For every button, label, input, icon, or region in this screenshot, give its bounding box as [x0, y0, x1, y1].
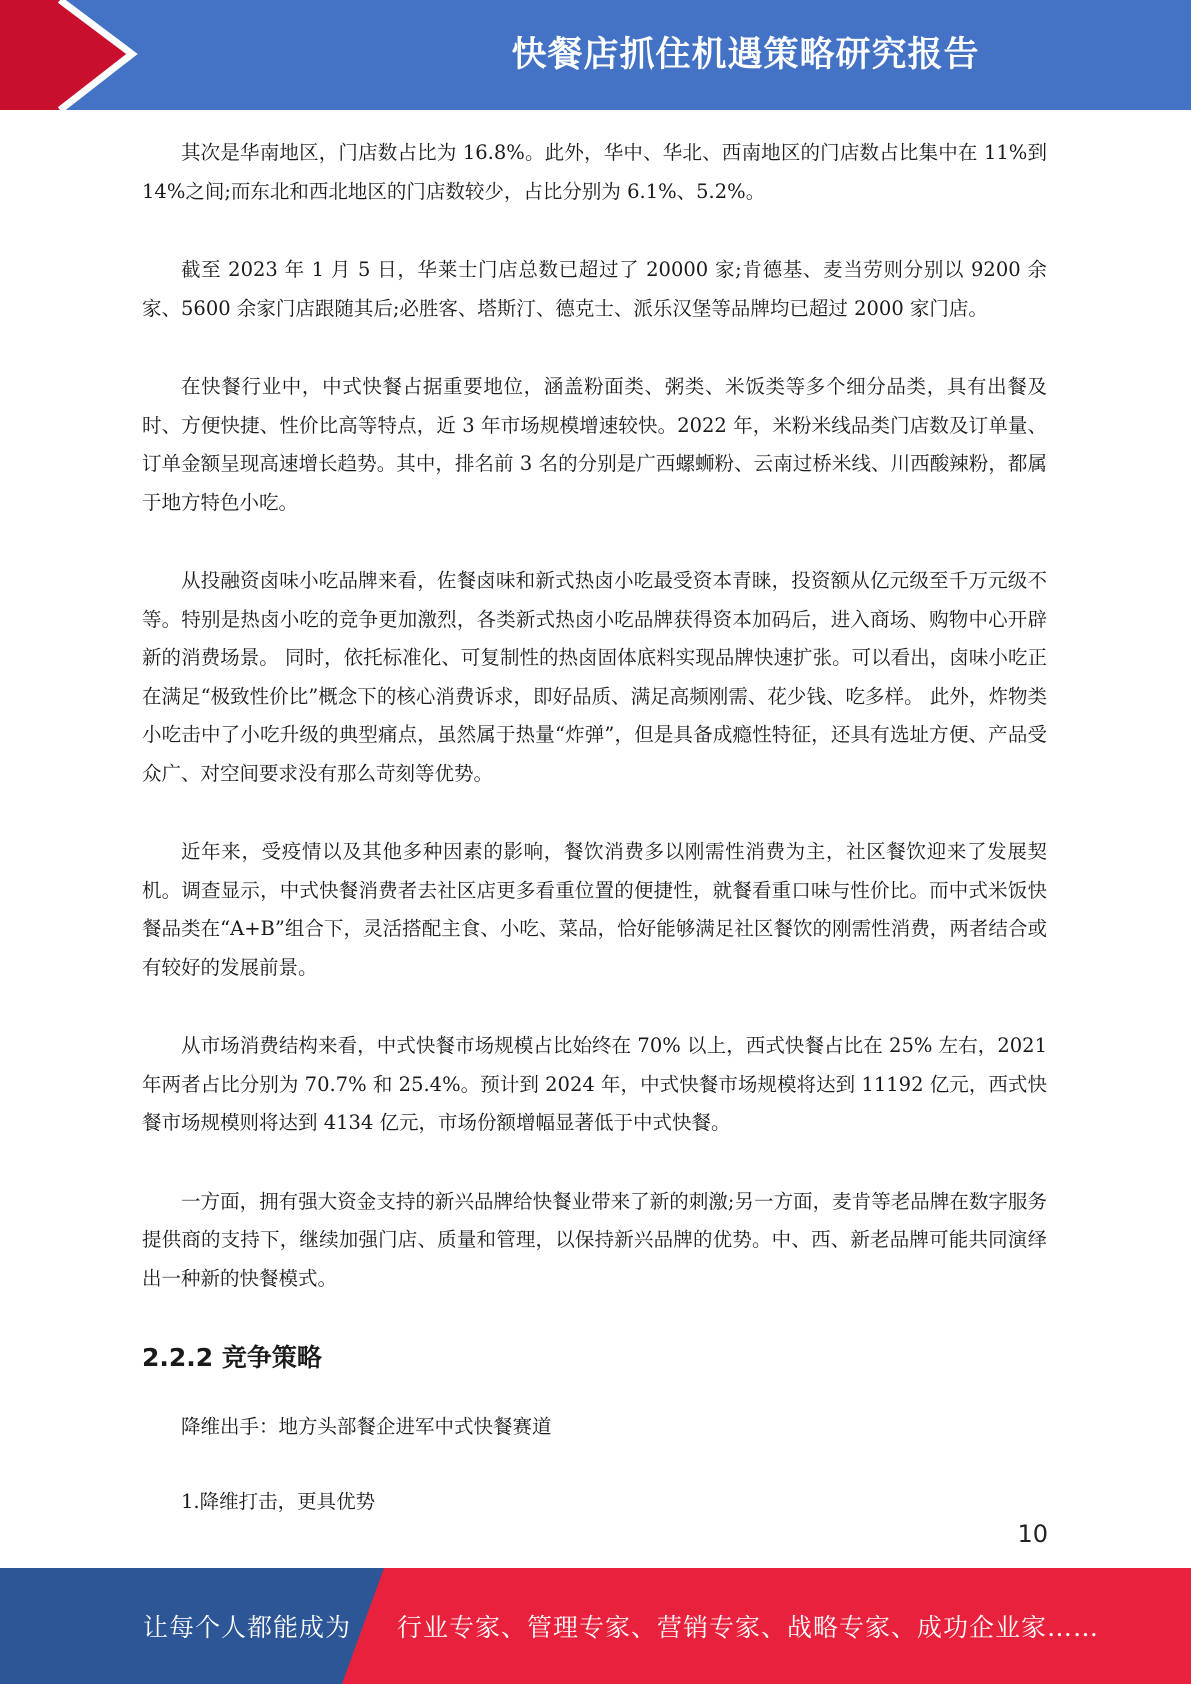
paragraph: 从投融资卤味小吃品牌来看，佐餐卤味和新式热卤小吃最受资本青睐，投资额从亿元级至千万元级不等。特别是热卤小吃的竞争更加激烈，各类新式热卤小吃品牌获得资本加码后，进入商场、购物中心开辟新的消费场景。 同时，依托标准化、可复制性的热卤固体底料实现品牌快速扩张。可以看出，卤味小吃正在满足“极致性价比”概念下的核心消费诉求，即好品质、满足高频刚需、花少钱、吃多样。 此外，炸物类小吃击中了小吃升级的典型痛点，虽然属于热量“炸弹”，但是具备成瘾性特征，还具有选址方便、产品受众广、对空间要求没有那么苛刻等优势。 — [142, 569, 1047, 785]
section-heading: 2.2.2 竞争策略 — [142, 1343, 322, 1372]
paragraph: 其次是华南地区，门店数占比为 16.8%。此外，华中、华北、西南地区的门店数占比集中在 11%到 14%之间;而东北和西北地区的门店数较少，占比分别为 6.1%、5.2%。 — [142, 141, 1047, 203]
header-arrow-decoration — [0, 0, 300, 110]
paragraph: 降维出手：地方头部餐企进军中式快餐赛道 — [181, 1415, 552, 1438]
footer-slogan-left: 让每个人都能成为 — [143, 1613, 352, 1642]
page-footer — [0, 1568, 1191, 1684]
paragraph: 截至 2023 年 1 月 5 日，华莱士门店总数已超过了 20000 家;肯德基、麦当劳则分别以 9200 余家、5600 余家门店跟随其后;必胜客、塔斯汀、德克士、派乐汉堡等品牌均已超过 2000 家门店。 — [142, 258, 1047, 320]
paragraph: 一方面，拥有强大资金支持的新兴品牌给快餐业带来了新的刺激;另一方面，麦肯等老品牌在数字服务提供商的支持下，继续加强门店、质量和管理，以保持新兴品牌的优势。中、西、新老品牌可能共同演绎出一种新的快餐模式。 — [142, 1189, 1047, 1290]
page-header — [0, 0, 1191, 110]
paragraph: 从市场消费结构来看，中式快餐市场规模占比始终在 70% 以上，西式快餐占比在 25% 左右，2021 年两者占比分别为 70.7% 和 25.4%。预计到 2024 年，中式快餐市场规模将达到 11192 亿元，西式快餐市场规模则将达到 4134 亿元，市场份额增幅显著低于中式快餐。 — [142, 1034, 1047, 1134]
report-title: 快餐店抓住机遇策略研究报告 — [511, 35, 980, 75]
paragraph: 近年来，受疫情以及其他多种因素的影响，餐饮消费多以刚需性消费为主，社区餐饮迎来了发展契机。调查显示，中式快餐消费者去社区店更多看重位置的便捷性，就餐看重口味与性价比。而中式米饭快餐品类在“A+B”组合下，灵活搭配主食、小吃、菜品，恰好能够满足社区餐饮的刚需性消费，两者结合或有较好的发展前景。 — [142, 840, 1047, 979]
list-item: 1.降维打击，更具优势 — [181, 1489, 376, 1513]
document-body — [142, 134, 1047, 1561]
paragraph: 在快餐行业中，中式快餐占据重要地位，涵盖粉面类、粥类、米饭类等多个细分品类，具有出餐及时、方便快捷、性价比高等特点，近 3 年市场规模增速较快。2022 年，米粉米线品类门店数及订单量、订单金额呈现高速增长趋势。其中，排名前 3 名的分别是广西螺蛳粉、云南过桥米线、川西酸辣粉，都属于地方特色小吃。 — [142, 375, 1047, 514]
footer-slogan-right: 行业专家、管理专家、营销专家、战略专家、成功企业家…… — [397, 1613, 1100, 1642]
page-number: 10 — [1017, 1520, 1048, 1548]
